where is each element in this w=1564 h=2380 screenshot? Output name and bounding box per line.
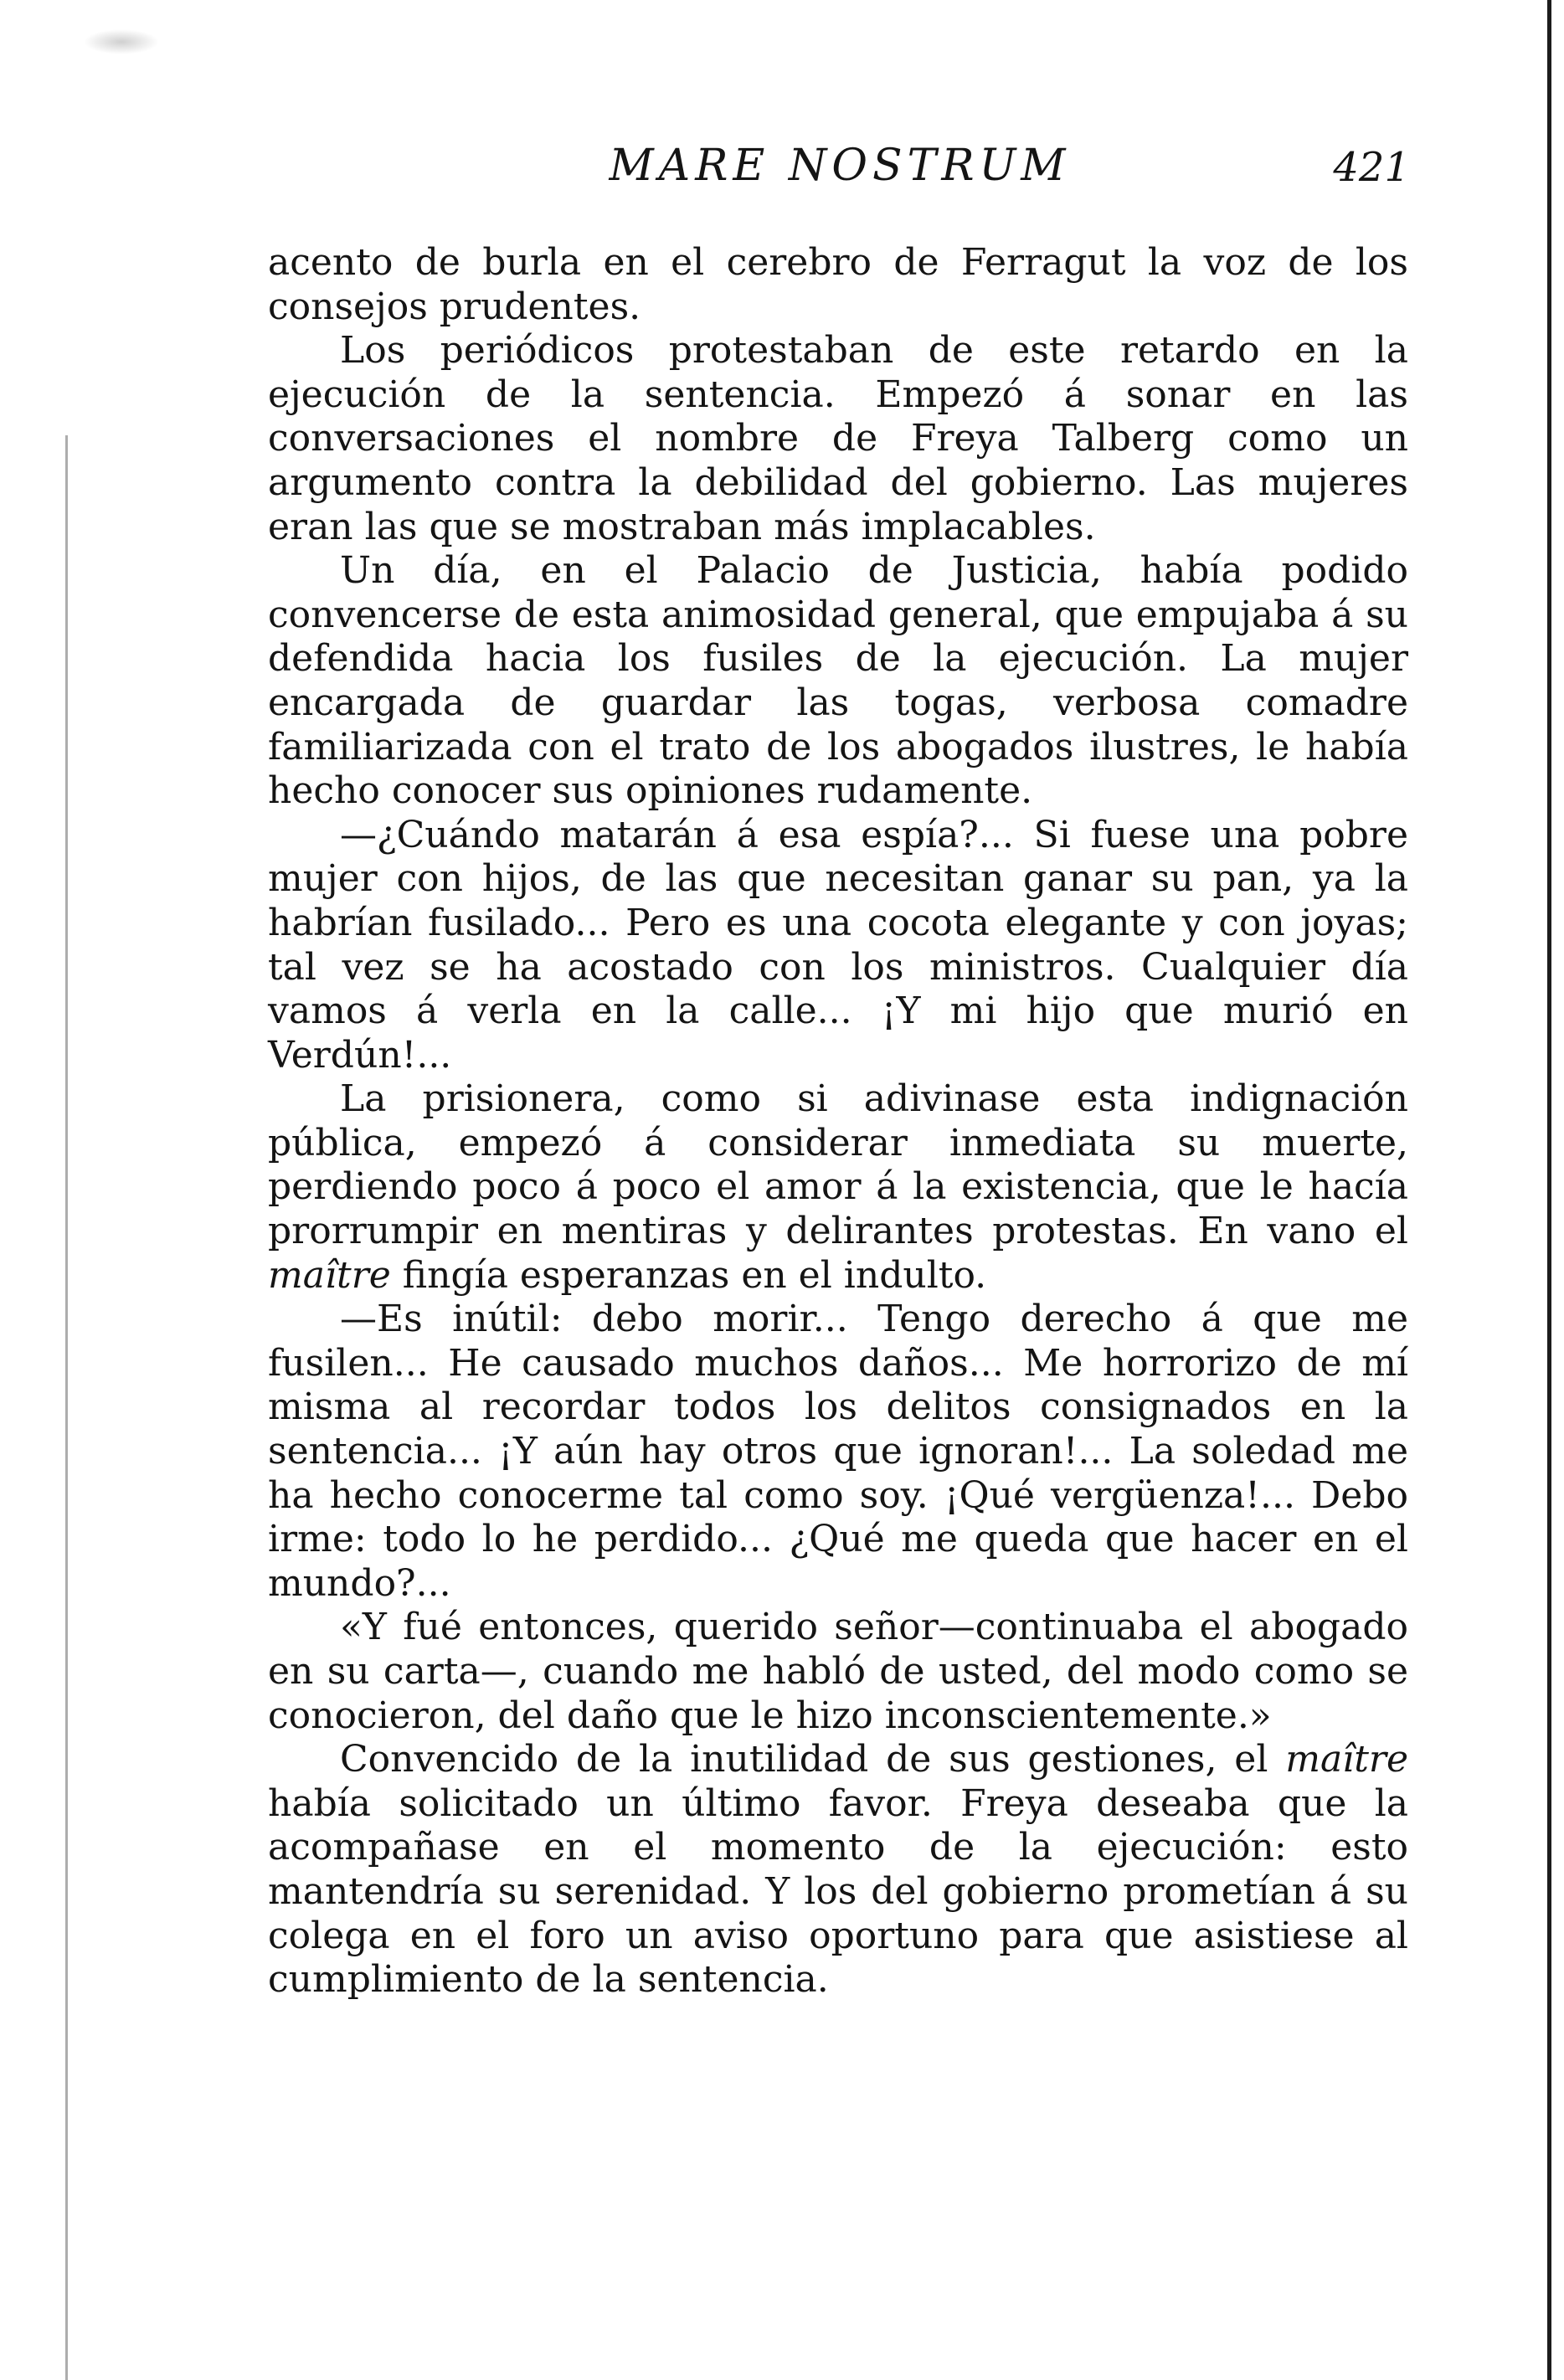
running-title: MARE NOSTRUM: [609, 141, 1071, 191]
paragraph-text: Un día, en el Palacio de Justicia, había podido convencerse de esta animosidad general, que empujaba á su defendida hacia los fusiles de la ejecución. La mujer encargada de guardar las togas, verbosa comadre familiarizada con el trato de los abogados ilustres, le había hecho conocer sus opiniones rudamente.: [268, 549, 1408, 813]
paragraph-5: [268, 1077, 1408, 1298]
italic-word-maitre: maître: [268, 1253, 391, 1297]
body-text: [268, 241, 1408, 2002]
paragraph-text: fingía esperanzas en el indulto.: [390, 1253, 987, 1297]
italic-word-maitre: maître: [1285, 1738, 1408, 1781]
page-left-edge: [65, 435, 68, 2380]
page-number: 421: [1333, 144, 1410, 191]
book-spine-edge: [1547, 0, 1551, 2380]
paragraph-text: —¿Cuándo matarán á esa espía?... Si fuese una pobre mujer con hijos, de las que necesitan ganar su pan, ya la habrían fusilado... Pero es una cocota elegante y con joyas; tal vez se ha acostado con los ministros. Cualquier día vamos á verla en la calle... ¡Y mi hijo que murió en Verdún!...: [268, 813, 1408, 1077]
paragraph-6-dialogue: [268, 1298, 1408, 1606]
paragraph-8: [268, 1738, 1408, 2002]
paragraph-text: La prisionera, como si adivinase esta indignación pública, empezó á considerar inmediata su muerte, perdiendo poco á poco el amor á la existencia, que le hacía prorrumpir en mentiras y delirantes protestas. En vano el: [268, 1077, 1408, 1253]
paragraph-text: Los periódicos protestaban de este retardo en la ejecución de la sentencia. Empezó á sonar en las conversaciones el nombre de Freya Talberg como un argumento contra la debilidad del gobierno. Las mujeres eran las que se mostraban más implacables.: [268, 329, 1408, 548]
paragraph-1: [268, 241, 1408, 329]
paragraph-4-dialogue: [268, 814, 1408, 1078]
paragraph-2: [268, 329, 1408, 549]
paragraph-text: había solicitado un último favor. Freya deseaba que la acompañase en el momento de la ejecución: esto mantendría su serenidad. Y los del gobierno prometían á su colega en el foro un aviso oportuno para que asistiese al cumplimiento de la sentencia.: [268, 1781, 1408, 2002]
paragraph-text: —Es inútil: debo morir... Tengo derecho á que me fusilen... He causado muchos daños... Me horrorizo de mí misma al recordar todos los delitos consignados en la sentencia... ¡Y aún hay otros que ignoran!... La soledad me ha hecho conocerme tal como soy. ¡Qué vergüenza!... Debo irme: todo lo he perdido... ¿Qué me queda que hacer en el mundo?...: [268, 1298, 1408, 1605]
paragraph-text: «Y fué entonces, querido señor—continuaba el abogado en su carta—, cuando me habló de usted, del modo como se conocieron, del daño que le hizo inconscientemente.»: [268, 1606, 1408, 1737]
paragraph-text: Convencido de la inutilidad de sus gestiones, el: [340, 1738, 1286, 1781]
page-header: [270, 132, 1410, 199]
paragraph-3: [268, 549, 1408, 814]
paragraph-text: acento de burla en el cerebro de Ferragut la voz de los consejos prudentes.: [268, 241, 1408, 328]
paragraph-7-quote: [268, 1606, 1408, 1738]
page-smudge: [84, 29, 159, 54]
